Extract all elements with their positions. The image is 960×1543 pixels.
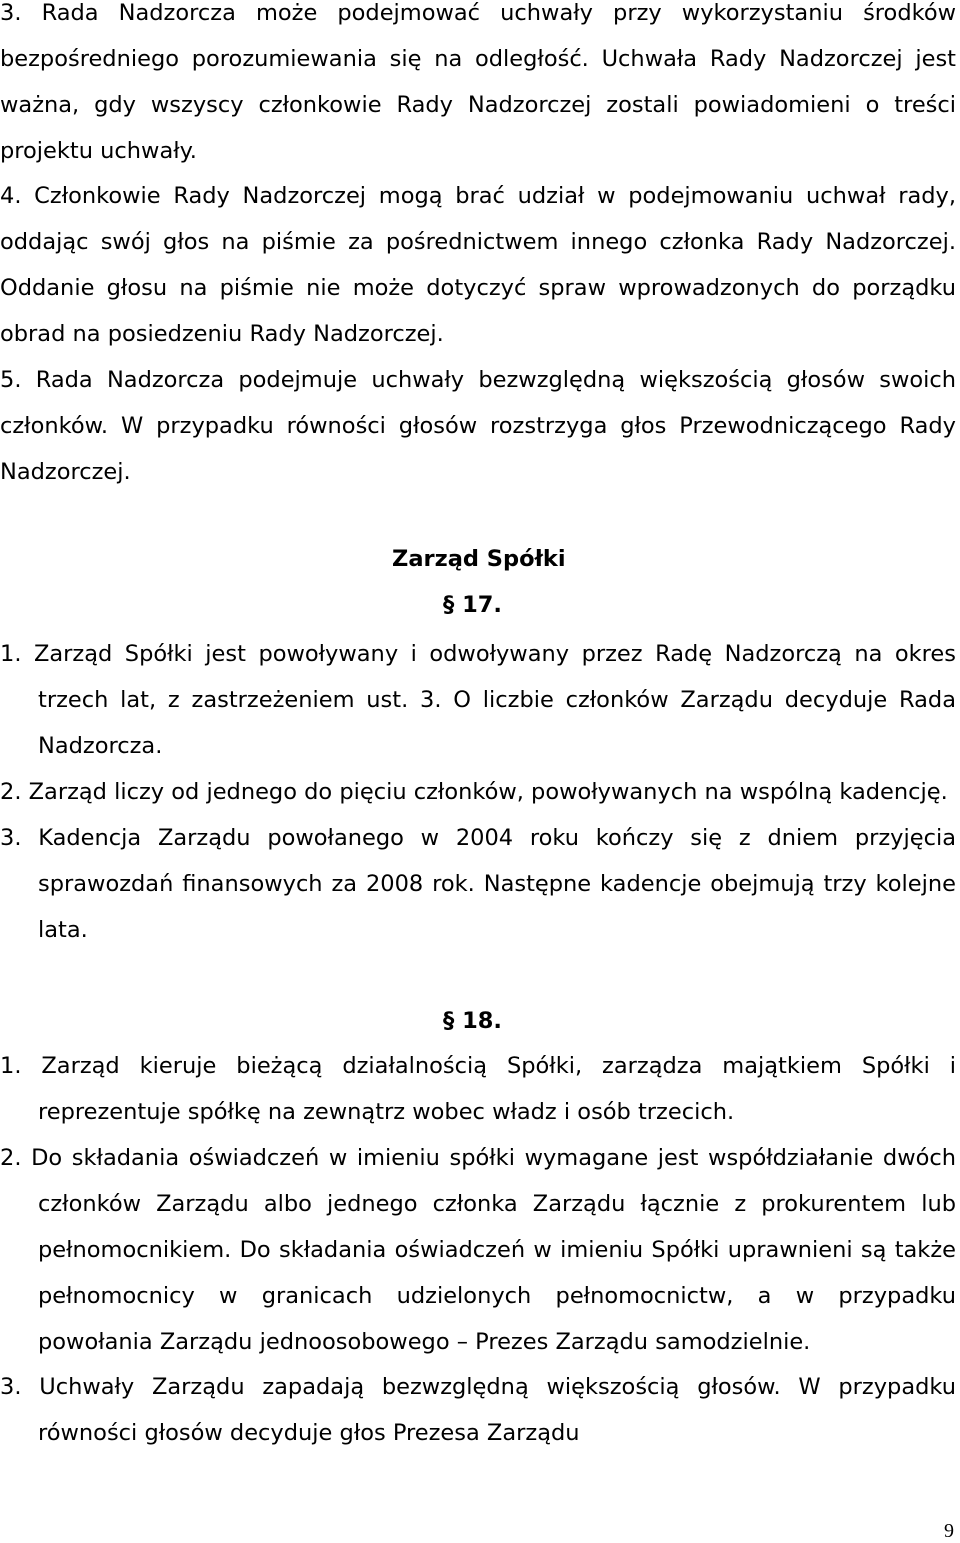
paragraph-heading-18: § 18. xyxy=(443,1008,502,1034)
paragraph-18-3: 3. Uchwały Zarządu zapadają bezwzględną większością głosów. W przypadku równości głosów decyduje głos Prezesa Zarządu xyxy=(0,1374,956,1446)
paragraph-18-2: 2. Do składania oświadczeń w imieniu spółki wymagane jest współdziałanie dwóch członków Zarządu albo jednego członka Zarządu łącznie z prokurentem lub pełnomocnikiem. Do składania oświadczeń w imieniu Spółki uprawnieni są także pełnomocnicy w granicach udzielonych pełnomocnictw, a w przypadku powołania Zarządu jednoosobowego – Prezes Zarządu samodzielnie. xyxy=(0,1145,956,1355)
paragraph-heading-17: § 17. xyxy=(443,592,502,618)
paragraph-16-5: 5. Rada Nadzorcza podejmuje uchwały bezwzględną większością głosów swoich członków. W przypadku równości głosów rozstrzyga głos Przewodniczącego Rady Nadzorczej. xyxy=(0,367,956,485)
paragraph-17-1: 1. Zarząd Spółki jest powoływany i odwoływany przez Radę Nadzorczą na okres trzech lat, z zastrzeżeniem ust. 3. O liczbie członków Zarządu decyduje Rada Nadzorcza. xyxy=(0,641,956,759)
section-title: Zarząd Spółki xyxy=(392,546,566,572)
page-number: 9 xyxy=(944,1520,954,1542)
paragraph-16-4: 4. Członkowie Rady Nadzorczej mogą brać udział w podejmowaniu uchwał rady, oddając swój głos na piśmie za pośrednictwem innego członka Rady Nadzorczej. Oddanie głosu na piśmie nie może dotyczyć spraw wprowadzonych do porządku obrad na posiedzeniu Rady Nadzorczej. xyxy=(0,183,956,347)
paragraph-16-3: 3. Rada Nadzorcza może podejmować uchwały przy wykorzystaniu środków bezpośredniego porozumiewania się na odległość. Uchwała Rady Nadzorczej jest ważna, gdy wszyscy członkowie Rady Nadzorczej zostali powiadomieni o treści projektu uchwały. xyxy=(0,0,956,164)
paragraph-17-2: 2. Zarząd liczy od jednego do pięciu członków, powoływanych na wspólną kadencję. xyxy=(0,779,948,805)
paragraph-18-1: 1. Zarząd kieruje bieżącą działalnością Spółki, zarządza majątkiem Spółki i reprezentuje spółkę na zewnątrz wobec władz i osób trzecich. xyxy=(0,1053,956,1125)
paragraph-17-3: 3. Kadencja Zarządu powołanego w 2004 roku kończy się z dniem przyjęcia sprawozdań finansowych za 2008 rok. Następne kadencje obejmują trzy kolejne lata. xyxy=(0,825,956,943)
